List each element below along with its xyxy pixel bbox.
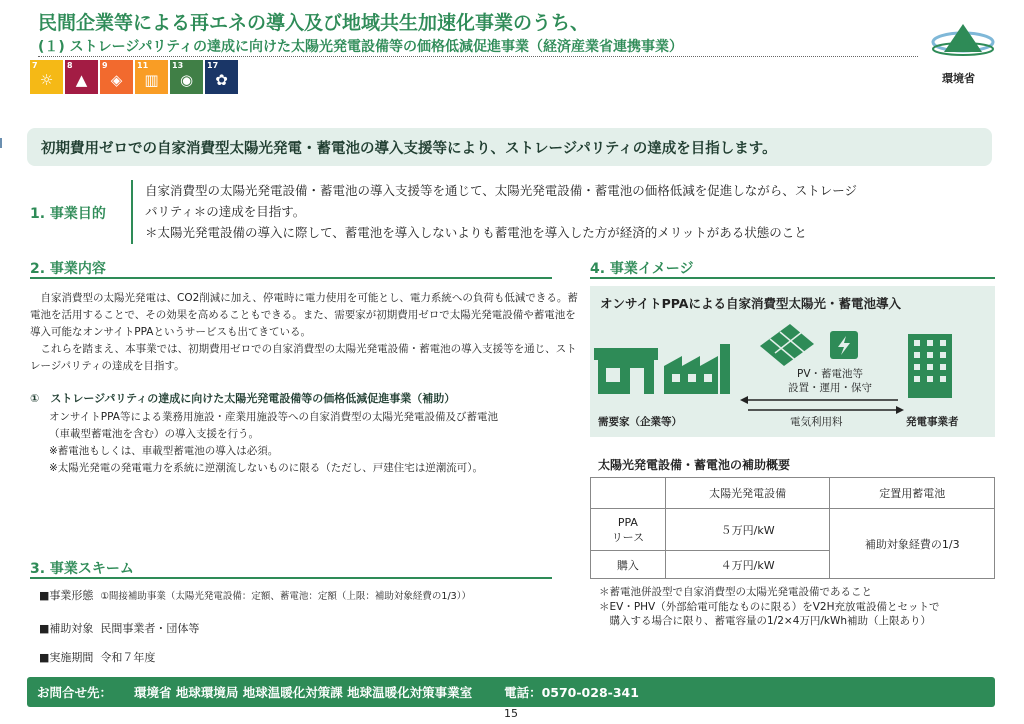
sdg-7-icon: 7 ☼	[30, 60, 63, 94]
content-heading: 2. 事業内容	[30, 261, 106, 277]
banner-text: 初期費用ゼロでの自家消費型太陽光発電・蓄電池の導入支援等により、ストレージパリティの達成を目指します。	[41, 140, 777, 157]
table-row	[591, 509, 995, 551]
table-cell: ４万円/kW	[665, 551, 830, 579]
page-subtitle: (１) ストレージパリティの達成に向けた太陽光発電設備等の価格低減促進事業（経済産業省連携事業）	[38, 39, 684, 55]
table-header-cell: 定置用蓄電池	[830, 478, 995, 509]
table-header-row	[591, 478, 995, 509]
battery-icon	[830, 331, 858, 359]
edge-marker	[0, 138, 5, 148]
contact-label: お問合せ先：	[37, 685, 113, 700]
table-cell: ５万円/kW	[665, 509, 830, 551]
subsidy-table	[590, 477, 995, 579]
subsidy-table-title: 太陽光発電設備・蓄電池の補助概要	[598, 458, 791, 472]
service-arrow-icon	[740, 396, 898, 404]
sdg-9-icon: 9 ◈	[100, 60, 133, 94]
title-divider	[38, 56, 918, 57]
table-notes: ＊蓄電池併設型で自家消費型の太陽光発電設備であること ＊EV・PHV（外部給電可能なものに限る）をV2H充放電設備とセットで 購入する場合に限り、蓄電容量の1/2×4万円/kWh補助（上限あり）	[599, 586, 940, 627]
table-corner-cell	[591, 478, 666, 509]
scheme-period-row: ■実施期間 令和７年度	[39, 651, 156, 664]
scheme-target-row: ■補助対象 民間事業者・団体等	[39, 622, 200, 635]
payment-arrow-icon	[748, 406, 904, 414]
power-company-building-icon	[908, 334, 952, 398]
contact-phone: 電話：0570-028-341	[504, 685, 639, 700]
image-title: オンサイトPPAによる自家消費型太陽光・蓄電池導入	[600, 296, 901, 311]
content-description: 自家消費型の太陽光発電は、CO2削減に加え、停電時に電力使用を可能とし、電力系統への負荷も低減できる。蓄電池を活用することで、その効果を高めることもできる。また、需要家が初期費用ゼロで太陽光発電設備や蓄電池を導入可能なオンサイトPPAというサービスも出てきている。 これらを踏まえ、本事業では、初期費用ゼロでの自家消費型の太陽光発電設備・蓄電池の導入支援等を通じ、ストレージパリティの達成を目指す。	[30, 292, 578, 372]
table-row-label: PPA リース	[591, 509, 666, 551]
sdg-13-icon: 13 ◉	[170, 60, 203, 94]
table-row-label: 購入	[591, 551, 666, 579]
ministry-label: 環境省	[942, 72, 975, 85]
pv-service-label: PV・蓄電池等 設置・運用・保守	[788, 368, 872, 394]
sdg-8-icon: 8 ▲	[65, 60, 98, 94]
purpose-heading: 1. 事業目的	[30, 206, 106, 222]
electricity-fee-label: 電気利用料	[790, 416, 843, 428]
contact-footer	[27, 677, 995, 707]
table-header-cell: 太陽光発電設備	[665, 478, 830, 509]
sdg-17-icon: 17 ✿	[205, 60, 238, 94]
scheme-heading-rule	[30, 577, 552, 579]
solar-panel-icon	[760, 324, 814, 366]
factory-icon	[664, 344, 730, 394]
scheme-heading: 3. 事業スキーム	[30, 561, 134, 577]
sdg-11-icon: 11 ▥	[135, 60, 168, 94]
page-number: 15	[504, 707, 518, 720]
customer-label: 需要家（企業等）	[598, 416, 682, 428]
table-merged-cell: 補助対象経費の1/3	[830, 509, 995, 579]
image-heading: 4. 事業イメージ	[590, 261, 694, 277]
scheme-type-row: ■事業形態 ①間接補助事業（太陽光発電設備：定額、蓄電池：定額（上限：補助対象経費の1/3））	[39, 589, 471, 602]
program-item-title: ① ストレージパリティの達成に向けた太陽光発電設備等の価格低減促進事業（補助）	[30, 392, 456, 405]
content-heading-rule	[30, 277, 552, 279]
provider-label: 発電事業者	[906, 416, 959, 428]
contact-office: 環境省 地球環境局 地球温暖化対策課 地球温暖化対策事業室	[134, 685, 473, 700]
page-title: 民間企業等による再エネの導入及び地域共生加速化事業のうち、	[38, 12, 590, 34]
shop-icon	[594, 348, 658, 394]
image-heading-rule	[590, 277, 995, 279]
purpose-divider	[131, 180, 133, 244]
sdg-icons	[30, 60, 238, 94]
purpose-text: 自家消費型の太陽光発電設備・蓄電池の導入支援等を通じて、太陽光発電設備・蓄電池の価格低減を促進しながら、ストレージ パリティ＊の達成を目指す。 ＊太陽光発電設備の導入に際して、蓄電池を導入しないよりも蓄電池を導入した方が経済的メリットがある状態のこと	[145, 183, 858, 240]
program-item-body: オンサイトPPA等による業務用施設・産業用施設等への自家消費型の太陽光発電設備及び蓄電池 （車載型蓄電池を含む）の導入支援を行う。 ※蓄電池もしくは、車載型蓄電池の導入は必須。 ※太陽光発電の発電電力を系統に逆潮流しないものに限る（ただし、戸建住宅は逆潮流可）。	[49, 411, 498, 474]
summary-banner	[27, 128, 992, 166]
